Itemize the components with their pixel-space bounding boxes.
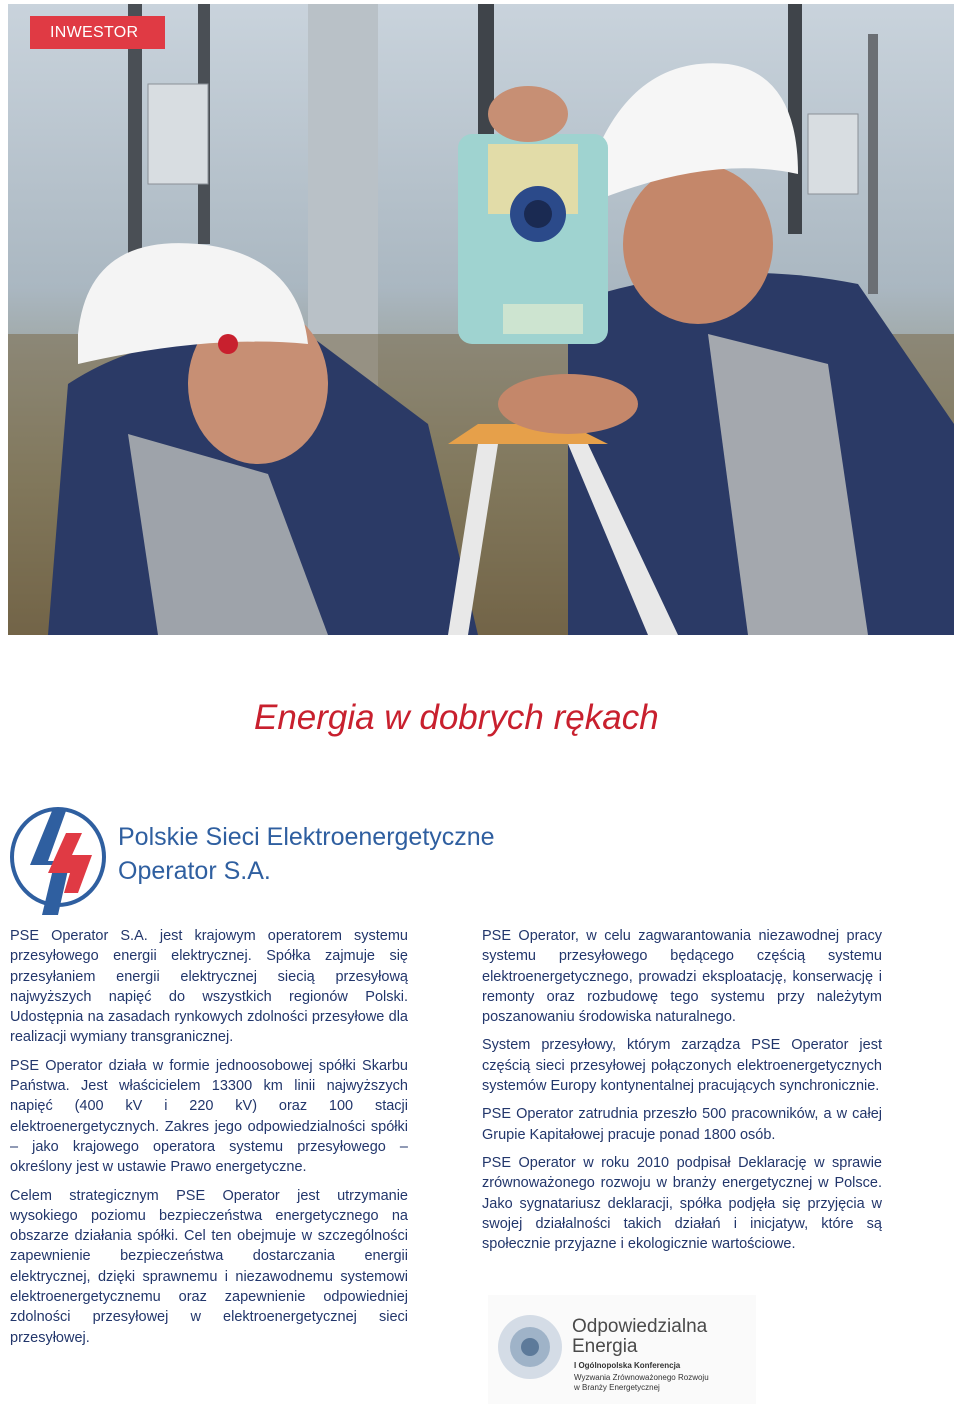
conference-title-line1: Odpowiedzialna	[572, 1316, 708, 1337]
right-text-column	[482, 926, 882, 1262]
paragraph: PSE Operator S.A. jest krajowym operatorem systemu przesyłowego energii elektrycznej. Spółka zajmuje się przesyłaniem energii elektrycznej siecią przesyłową najwyższych napięć do wszystkich regionów Polski. Udostępnia na zasadach rynkowych zdolności przesyłowe dla realizacji wymiany transgranicznej.	[10, 928, 408, 1046]
hero-photo	[8, 4, 954, 635]
pse-logo-icon	[8, 803, 108, 921]
conference-tagline	[574, 1373, 709, 1393]
conference-subtitle: I Ogólnopolska Konferencja	[574, 1361, 681, 1370]
left-text-column	[10, 926, 408, 1356]
section-badge: INWESTOR	[30, 16, 165, 49]
paragraph: PSE Operator działa w formie jednoosobowej spółki Skarbu Państwa. Jest właścicielem 13300 km linii najwyższych napięć (400 kV i 220 kV) oraz 100 stacji elektroenergetycznych. Zakres jego odpowiedzialności spółki – jako krajowego operatora systemu przesyłowego – określony jest w ustawie Prawo energetyczne.	[10, 1057, 408, 1176]
organization-name	[118, 820, 495, 888]
paragraph: Celem strategicznym PSE Operator jest utrzymanie wysokiego poziomu bezpieczeństwa energetycznego na obszarze działania spółki. Cel ten obejmuje w szczególności zapewnienie bezpieczeństwa dostarczania energii elektrycznej, dzięki sprawnemu i niezawodnemu systemowi elektroenergetycznemu oraz zapewnienie odpowiedniej zdolności przesyłowej w elektroenergetycznej sieci przesyłowej.	[10, 1187, 408, 1346]
paragraph: System przesyłowy, którym zarządza PSE Operator jest częścią sieci przesyłowej połączonych elektroenergetycznych systemów Europy kontynentalnej pracujących synchronicznie.	[482, 1037, 882, 1095]
conference-title	[572, 1317, 707, 1357]
paragraph: PSE Operator w roku 2010 podpisał Deklarację w sprawie zrównoważonego rozwoju w branży energetycznej w Polsce. Jako sygnatariusz deklaracji, spółka podjęła się przyjęcia w swojej działalności takich działań i inicjatyw, które są społecznie przyjazne i ekologicznie wartościowe.	[482, 1154, 882, 1253]
page-headline: Energia w dobrych rękach	[254, 698, 659, 737]
conference-emblem-icon	[488, 1295, 568, 1404]
conference-tagline-line2: w Branży Energetycznej	[574, 1383, 660, 1392]
organization-name-line1: Polskie Sieci Elektroenergetyczne	[118, 823, 495, 851]
paragraph: PSE Operator, w celu zagwarantowania niezawodnej pracy systemu przesyłowego będącego częścią systemu elektroenergetycznego, prowadzi eksploatację, konserwację i remonty oraz rozbudowę tego systemu przy należytym poszanowaniu środowiska naturalnego.	[482, 928, 882, 1026]
organization-name-line2: Operator S.A.	[118, 857, 271, 885]
conference-logo	[488, 1295, 756, 1404]
conference-tagline-line1: Wyzwania Zrównoważonego Rozwoju	[574, 1373, 709, 1382]
substation-workers-illustration	[8, 4, 954, 635]
conference-title-line2: Energia	[572, 1336, 638, 1357]
paragraph: PSE Operator zatrudnia przeszło 500 pracowników, a w całej Grupie Kapitałowej pracuje ponad 1800 osób.	[482, 1106, 882, 1143]
